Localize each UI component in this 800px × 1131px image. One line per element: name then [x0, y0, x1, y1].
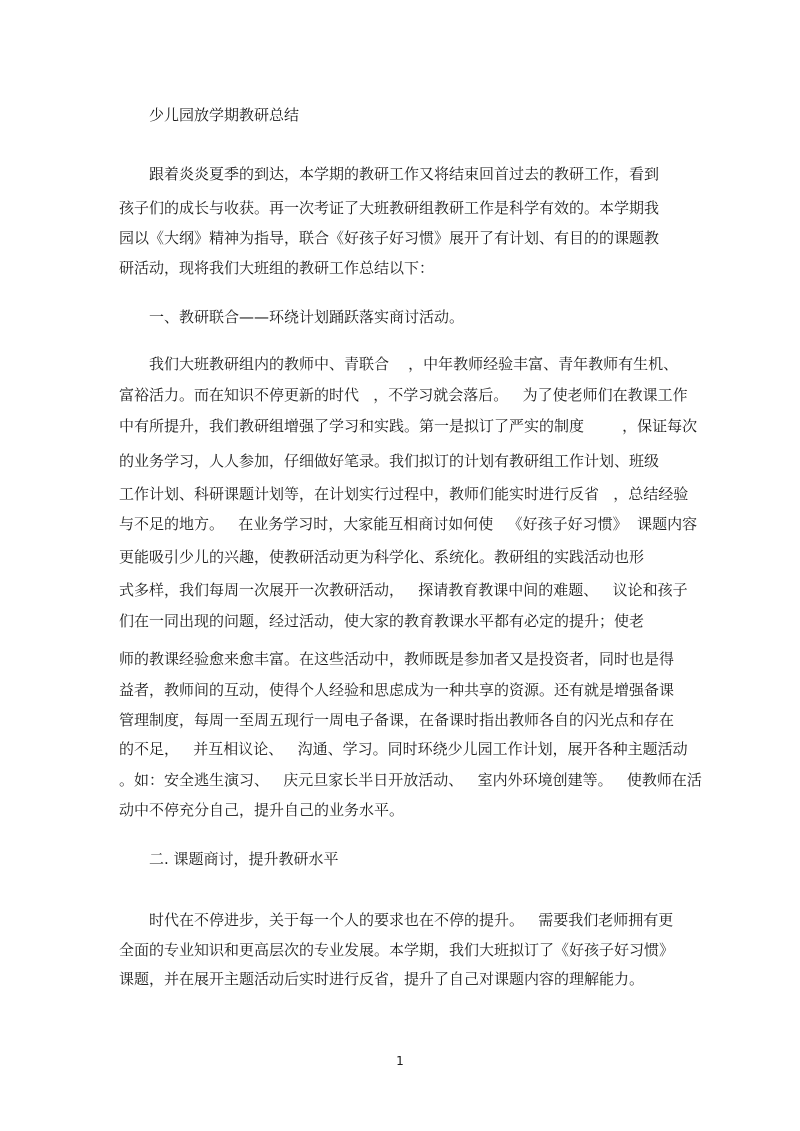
paragraph-line: 工作计划、科研课题计划等，在计划实行过程中，教师们能实时进行反省 ，总结经验 — [119, 485, 689, 503]
paragraph-line: 动中不停充分自己，提升自己的业务水平。 — [119, 801, 405, 819]
paragraph-line: 富裕活力。而在知识不停更新的时代 ，不学习就会落后。 为了使老师们在教课工作 — [119, 386, 688, 404]
section-heading: 一、教研联合——环绕计划踊跃落实商讨活动。 — [149, 308, 465, 326]
paragraph-line: 管理制度，每周一至周五现行一周电子备课，在备课时指出教师各自的闪光点和存在 — [119, 711, 675, 729]
page-number: 1 — [396, 1054, 404, 1068]
paragraph-line: 课题，并在展开主题活动后实时进行反省，提升了自己对课题内容的理解能力。 — [119, 970, 645, 988]
paragraph-line: 师的教课经验愈来愈丰富。在这些活动中，教师既是参加者又是投资者，同时也是得 — [119, 650, 675, 668]
paragraph-line: 研活动，现将我们大班组的教研工作总结以下： — [119, 259, 435, 277]
paragraph-line: 全面的专业知识和更高层次的专业发展。本学期，我们大班拟订了《好孩子好习惯》 — [119, 941, 675, 959]
paragraph-line: 与不足的地方。 在业务学习时，大家能互相商讨如何使 《好孩子好习惯》 课题内容 — [119, 515, 698, 533]
paragraph-line: 园以《大纲》精神为指导，联合《好孩子好习惯》展开了有计划、有目的的课题教 — [119, 229, 660, 247]
paragraph-line: 。如：安全逃生演习、 庆元旦家长半日开放活动、 室内外环境创建等。 使教师在活 — [119, 771, 702, 789]
paragraph-line: 更能吸引少儿的兴趣，使教研活动更为科学化、系统化。教研组的实践活动也形 — [119, 548, 645, 566]
section-heading: 二. 课题商讨，提升教研水平 — [149, 850, 339, 868]
paragraph-line: 时代在不停进步，关于每一个人的要求也在不停的提升。 需要我们老师拥有更 — [149, 911, 674, 929]
paragraph-line: 中有所提升，我们教研组增强了学习和实践。第一是拟订了严实的制度 ，保证每次 — [119, 417, 698, 435]
paragraph-line: 我们大班教研组内的教师中、青联合 ，中年教师经验丰富、青年教师有生机、 — [149, 355, 679, 373]
paragraph-line: 孩子们的成长与收获。再一次考证了大班教研组教研工作是科学有效的。本学期我 — [119, 199, 660, 217]
paragraph-line: 跟着炎炎夏季的到达，本学期的教研工作又将结束回首过去的教研工作，看到 — [149, 165, 660, 183]
paragraph-line: 们在一同出现的问题，经过活动，使大家的教育教课水平都有必定的提升；使老 — [119, 612, 645, 630]
paragraph-line: 的不足， 并互相议论、 沟通、学习。同时环绕少儿园工作计划，展开各种主题活动 — [119, 740, 688, 758]
paragraph-line: 益者，教师间的互动，使得个人经验和思虑成为一种共享的资源。还有就是增强备课 — [119, 681, 675, 699]
paragraph-line: 式多样，我们每周一次展开一次教研活动， 探请教育教课中间的难题、 议论和孩子 — [119, 581, 688, 599]
paragraph-line: 的业务学习，人人参加，仔细做好笔录。我们拟订的计划有教研组工作计划、班级 — [119, 452, 660, 470]
document-title: 少儿园放学期教研总结 — [149, 106, 300, 124]
